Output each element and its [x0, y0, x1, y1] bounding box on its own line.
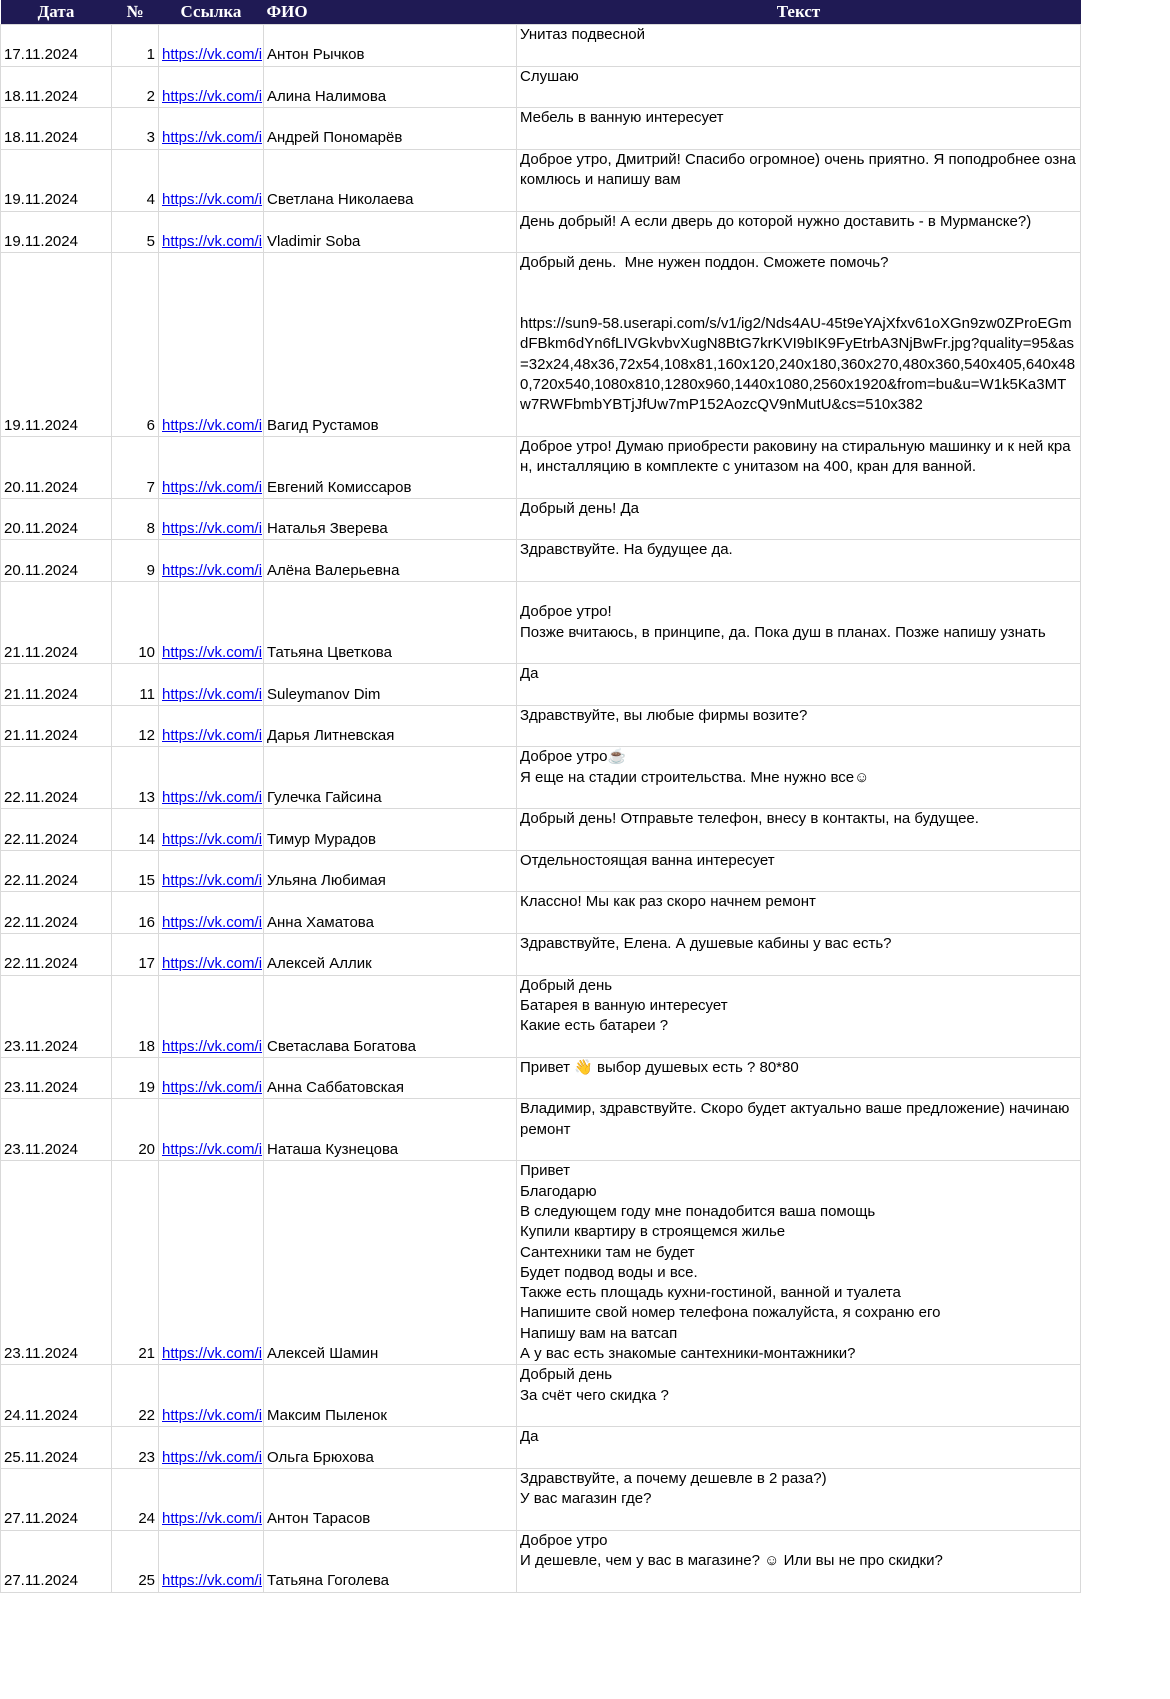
cell-text: Унитаз подвесной: [517, 25, 1081, 67]
table-row: [1, 253, 1081, 437]
cell-link: [159, 705, 264, 747]
cell-text: Владимир, здравствуйте. Скоро будет актуально ваше предложение) начинаю ремонт: [517, 1099, 1081, 1161]
profile-link[interactable]: https://vk.com/i: [162, 1510, 263, 1528]
cell-fio: Антон Рычков: [264, 25, 517, 67]
profile-link[interactable]: https://vk.com/i: [162, 46, 263, 64]
cell-fio: Vladimir Soba: [264, 211, 517, 253]
cell-date: 23.11.2024: [1, 1161, 112, 1365]
cell-fio: Наташа Кузнецова: [264, 1099, 517, 1161]
table-row: [1, 850, 1081, 892]
cell-number: 3: [112, 108, 159, 150]
table-row: [1, 934, 1081, 976]
cell-number: 21: [112, 1161, 159, 1365]
cell-date: 22.11.2024: [1, 850, 112, 892]
cell-number: 22: [112, 1365, 159, 1427]
cell-fio: Тимур Мурадов: [264, 809, 517, 851]
cell-date: 21.11.2024: [1, 664, 112, 706]
cell-link: [159, 498, 264, 540]
header-number[interactable]: №: [112, 0, 159, 25]
cell-date: 24.11.2024: [1, 1365, 112, 1427]
cell-number: 7: [112, 436, 159, 498]
table-row: [1, 1530, 1081, 1592]
cell-link: [159, 436, 264, 498]
cell-text: Привет Благодарю В следующем году мне понадобится ваша помощь Купили квартиру в строящемся жилье Сантехники там не будет Будет подвод воды и все. Также есть площадь кухни-гостиной, ванной и туалета Напишите свой номер телефона пожалуйста, я сохраню его Напишу вам на ватсап А у вас есть знакомые сантехники-монтажники?: [517, 1161, 1081, 1365]
cell-text: Добрый день! Отправьте телефон, внесу в контакты, на будущее.: [517, 809, 1081, 851]
cell-number: 1: [112, 25, 159, 67]
cell-text: Доброе утро☕ Я еще на стадии строительства. Мне нужно все☺: [517, 747, 1081, 809]
table-row: [1, 1161, 1081, 1365]
cell-link: [159, 664, 264, 706]
cell-text: Добрый день. Мне нужен поддон. Сможете помочь? https://sun9-58.userapi.com/s/v1/ig2/Nds4AU-45t9eYAjXfxv61oXGn9zw0ZProEGmdFBkm6dYn6fLIVGkvbvXugN8BtG7krKVI9bIK9FyEtrbA3NjBwFr.jpg?quality=95&as=32x24,48x36,72x54,108x81,160x120,240x180,360x270,480x360,540x405,640x480,720x540,1080x810,1280x960,1440x1080,2560x1920&from=bu&u=W1k5Ka3MTw7RWFbmbYBTjJfUw7mP152AozcQV9nMutU&cs=510x382: [517, 253, 1081, 437]
cell-number: 17: [112, 934, 159, 976]
header-link[interactable]: Ссылка: [159, 0, 264, 25]
cell-text: Да: [517, 1427, 1081, 1469]
profile-link[interactable]: https://vk.com/i: [162, 1037, 263, 1055]
cell-link: [159, 540, 264, 582]
cell-date: 22.11.2024: [1, 934, 112, 976]
cell-fio: Светлана Николаева: [264, 149, 517, 211]
cell-date: 18.11.2024: [1, 108, 112, 150]
profile-link[interactable]: https://vk.com/i: [162, 1572, 263, 1590]
cell-date: 22.11.2024: [1, 892, 112, 934]
cell-date: 20.11.2024: [1, 498, 112, 540]
cell-link: [159, 934, 264, 976]
cell-fio: Suleymanov Dim: [264, 664, 517, 706]
cell-link: [159, 1530, 264, 1592]
cell-number: 13: [112, 747, 159, 809]
cell-number: 6: [112, 253, 159, 437]
cell-fio: Светаслава Богатова: [264, 975, 517, 1057]
cell-date: 23.11.2024: [1, 1099, 112, 1161]
cell-text: Доброе утро, Дмитрий! Спасибо огромное) очень приятно. Я поподробнее ознакомлюсь и напишу вам: [517, 149, 1081, 211]
table-row: [1, 975, 1081, 1057]
cell-fio: Ульяна Любимая: [264, 850, 517, 892]
cell-link: [159, 747, 264, 809]
cell-fio: Татьяна Цветкова: [264, 582, 517, 664]
cell-link: [159, 850, 264, 892]
table-row: [1, 1427, 1081, 1469]
cell-link: [159, 1468, 264, 1530]
table-row: [1, 149, 1081, 211]
table-row: [1, 582, 1081, 664]
profile-link[interactable]: https://vk.com/i: [162, 478, 263, 496]
cell-fio: Анна Хаматова: [264, 892, 517, 934]
table-row: [1, 1365, 1081, 1427]
profile-link[interactable]: https://vk.com/i: [162, 129, 263, 147]
cell-date: 17.11.2024: [1, 25, 112, 67]
cell-number: 8: [112, 498, 159, 540]
cell-text: Здравствуйте, Елена. А душевые кабины у вас есть?: [517, 934, 1081, 976]
cell-link: [159, 253, 264, 437]
profile-link[interactable]: https://vk.com/i: [162, 520, 263, 538]
profile-link[interactable]: https://vk.com/i: [162, 1141, 263, 1159]
cell-number: 19: [112, 1057, 159, 1099]
cell-link: [159, 1099, 264, 1161]
cell-number: 23: [112, 1427, 159, 1469]
profile-link[interactable]: https://vk.com/i: [162, 955, 263, 973]
cell-number: 5: [112, 211, 159, 253]
cell-number: 18: [112, 975, 159, 1057]
cell-text: Отдельностоящая ванна интересует: [517, 850, 1081, 892]
cell-text: Мебель в ванную интересует: [517, 108, 1081, 150]
profile-link[interactable]: https://vk.com/i: [162, 685, 263, 703]
cell-fio: Дарья Литневская: [264, 705, 517, 747]
cell-date: 23.11.2024: [1, 1057, 112, 1099]
cell-link: [159, 1365, 264, 1427]
profile-link[interactable]: https://vk.com/i: [162, 1448, 263, 1466]
profile-link[interactable]: https://vk.com/i: [162, 191, 263, 209]
cell-date: 22.11.2024: [1, 809, 112, 851]
cell-fio: Гулечка Гайсина: [264, 747, 517, 809]
cell-link: [159, 108, 264, 150]
profile-link[interactable]: https://vk.com/i: [162, 830, 263, 848]
cell-date: 23.11.2024: [1, 975, 112, 1057]
table-row: [1, 108, 1081, 150]
cell-text: Здравствуйте. На будущее да.: [517, 540, 1081, 582]
profile-link[interactable]: https://vk.com/i: [162, 643, 263, 661]
cell-fio: Алёна Валерьевна: [264, 540, 517, 582]
cell-number: 14: [112, 809, 159, 851]
cell-text: Здравствуйте, а почему дешевле в 2 раза?) У вас магазин где?: [517, 1468, 1081, 1530]
table-row: [1, 1468, 1081, 1530]
header-text[interactable]: Текст: [517, 0, 1081, 25]
cell-text: Доброе утро! Позже вчитаюсь, в принципе, да. Пока душ в планах. Позже напишу узнать: [517, 582, 1081, 664]
cell-text: Добрый день! Да: [517, 498, 1081, 540]
cell-link: [159, 25, 264, 67]
profile-link[interactable]: https://vk.com/i: [162, 872, 263, 890]
cell-date: 21.11.2024: [1, 705, 112, 747]
cell-text: День добрый! А если дверь до которой нужно доставить - в Мурманске?): [517, 211, 1081, 253]
cell-link: [159, 975, 264, 1057]
cell-number: 2: [112, 66, 159, 108]
table-row: [1, 66, 1081, 108]
table-row: [1, 1057, 1081, 1099]
cell-number: 16: [112, 892, 159, 934]
cell-fio: Наталья Зверева: [264, 498, 517, 540]
cell-date: 27.11.2024: [1, 1530, 112, 1592]
cell-date: 19.11.2024: [1, 149, 112, 211]
profile-link[interactable]: https://vk.com/i: [162, 727, 263, 745]
cell-fio: Алексей Аллик: [264, 934, 517, 976]
table-row: [1, 809, 1081, 851]
header-date[interactable]: Дата: [1, 0, 112, 25]
header-row: [1, 0, 1081, 25]
cell-text: Да: [517, 664, 1081, 706]
profile-link[interactable]: https://vk.com/i: [162, 87, 263, 105]
cell-number: 10: [112, 582, 159, 664]
cell-text: Добрый день Батарея в ванную интересует Какие есть батареи ?: [517, 975, 1081, 1057]
cell-text: Доброе утро И дешевле, чем у вас в магазине? ☺ Или вы не про скидки?: [517, 1530, 1081, 1592]
profile-link[interactable]: https://vk.com/i: [162, 561, 263, 579]
cell-fio: Алина Налимова: [264, 66, 517, 108]
table-row: [1, 25, 1081, 67]
table-row: [1, 747, 1081, 809]
cell-fio: Алексей Шамин: [264, 1161, 517, 1365]
profile-link[interactable]: https://vk.com/i: [162, 416, 263, 434]
cell-date: 25.11.2024: [1, 1427, 112, 1469]
table-row: [1, 498, 1081, 540]
profile-link[interactable]: https://vk.com/i: [162, 232, 263, 250]
cell-number: 9: [112, 540, 159, 582]
cell-link: [159, 66, 264, 108]
table-row: [1, 892, 1081, 934]
cell-link: [159, 211, 264, 253]
cell-number: 11: [112, 664, 159, 706]
table-row: [1, 1099, 1081, 1161]
cell-date: 19.11.2024: [1, 211, 112, 253]
cell-number: 24: [112, 1468, 159, 1530]
cell-fio: Андрей Пономарёв: [264, 108, 517, 150]
cell-text: Добрый день За счёт чего скидка ?: [517, 1365, 1081, 1427]
cell-text: Доброе утро! Думаю приобрести раковину на стиральную машинку и к ней кран, инсталляцию в комплекте с унитазом на 400, кран для ванной.: [517, 436, 1081, 498]
cell-date: 20.11.2024: [1, 540, 112, 582]
cell-number: 12: [112, 705, 159, 747]
cell-fio: Вагид Рустамов: [264, 253, 517, 437]
cell-date: 18.11.2024: [1, 66, 112, 108]
table-row: [1, 211, 1081, 253]
profile-link[interactable]: https://vk.com/i: [162, 913, 263, 931]
cell-date: 22.11.2024: [1, 747, 112, 809]
cell-fio: Татьяна Гоголева: [264, 1530, 517, 1592]
cell-number: 15: [112, 850, 159, 892]
cell-link: [159, 809, 264, 851]
cell-text: Классно! Мы как раз скоро начнем ремонт: [517, 892, 1081, 934]
table-row: [1, 705, 1081, 747]
table-row: [1, 664, 1081, 706]
cell-fio: Евгений Комиссаров: [264, 436, 517, 498]
header-fio[interactable]: ФИО: [264, 0, 517, 25]
cell-text: Привет 👋 выбор душевых есть ? 80*80: [517, 1057, 1081, 1099]
cell-date: 27.11.2024: [1, 1468, 112, 1530]
cell-link: [159, 892, 264, 934]
cell-fio: Ольга Брюхова: [264, 1427, 517, 1469]
cell-number: 20: [112, 1099, 159, 1161]
cell-text: Слушаю: [517, 66, 1081, 108]
cell-link: [159, 1427, 264, 1469]
cell-link: [159, 149, 264, 211]
cell-date: 21.11.2024: [1, 582, 112, 664]
cell-fio: Антон Тарасов: [264, 1468, 517, 1530]
profile-link[interactable]: https://vk.com/i: [162, 1406, 263, 1424]
cell-number: 25: [112, 1530, 159, 1592]
cell-date: 19.11.2024: [1, 253, 112, 437]
profile-link[interactable]: https://vk.com/i: [162, 1079, 263, 1097]
cell-fio: Анна Саббатовская: [264, 1057, 517, 1099]
cell-date: 20.11.2024: [1, 436, 112, 498]
cell-text: Здравствуйте, вы любые фирмы возите?: [517, 705, 1081, 747]
cell-link: [159, 1057, 264, 1099]
table-row: [1, 540, 1081, 582]
cell-fio: Максим Пыленок: [264, 1365, 517, 1427]
cell-number: 4: [112, 149, 159, 211]
cell-link: [159, 582, 264, 664]
profile-link[interactable]: https://vk.com/i: [162, 789, 263, 806]
table-row: [1, 436, 1081, 498]
profile-link[interactable]: https://vk.com/i: [162, 1345, 263, 1363]
cell-link: [159, 1161, 264, 1365]
